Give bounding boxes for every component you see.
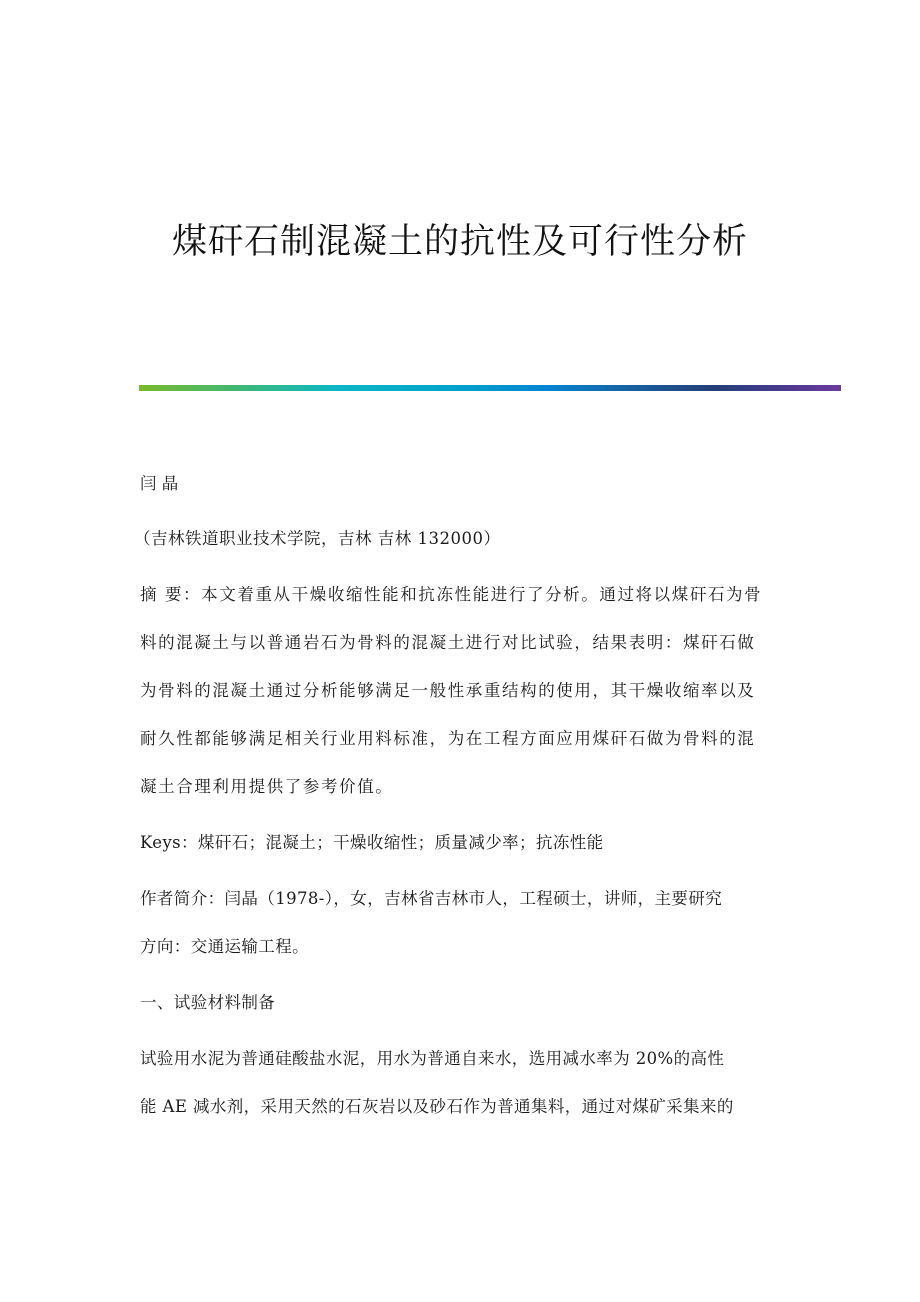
author-bio-line-2: 方向：交通运输工程。: [140, 937, 309, 956]
abstract-line-4: 耐久性都能够满足相关行业用料标准，为在工程方面应用煤矸石做为骨料的混: [140, 729, 756, 748]
author-name: 闫 晶: [140, 474, 179, 493]
gradient-divider: [139, 385, 841, 391]
author-bio-line-1: 作者简介：闫晶（1978-），女，吉林省吉林市人，工程硕士，讲师，主要研究: [140, 889, 723, 908]
abstract-line-1: 摘 要：本文着重从干燥收缩性能和抗冻性能进行了分析。通过将以煤矸石为骨: [140, 585, 763, 604]
section-heading: 一、试验材料制备: [140, 993, 276, 1012]
author-affiliation: （吉林铁道职业技术学院，吉林 吉林 132000）: [134, 529, 501, 548]
abstract-line-3: 为骨料的混凝土通过分析能够满足一般性承重结构的使用，其干燥收缩率以及: [140, 681, 756, 700]
document-title: 煤矸石制混凝土的抗性及可行性分析: [171, 222, 748, 262]
abstract-line-2: 料的混凝土与以普通岩石为骨料的混凝土进行对比试验，结果表明：煤矸石做: [140, 633, 756, 652]
section-1-line-1: 试验用水泥为普通硅酸盐水泥，用水为普通自来水，选用减水率为 20%的高性: [140, 1049, 725, 1068]
section-1-line-2: 能 AE 减水剂，采用天然的石灰岩以及砂石作为普通集料，通过对煤矿采集来的: [140, 1097, 734, 1116]
abstract-line-5: 凝土合理利用提供了参考价值。: [140, 777, 394, 796]
keywords-line: Keys：煤矸石；混凝土；干燥收缩性；质量减少率；抗冻性能: [140, 833, 604, 852]
